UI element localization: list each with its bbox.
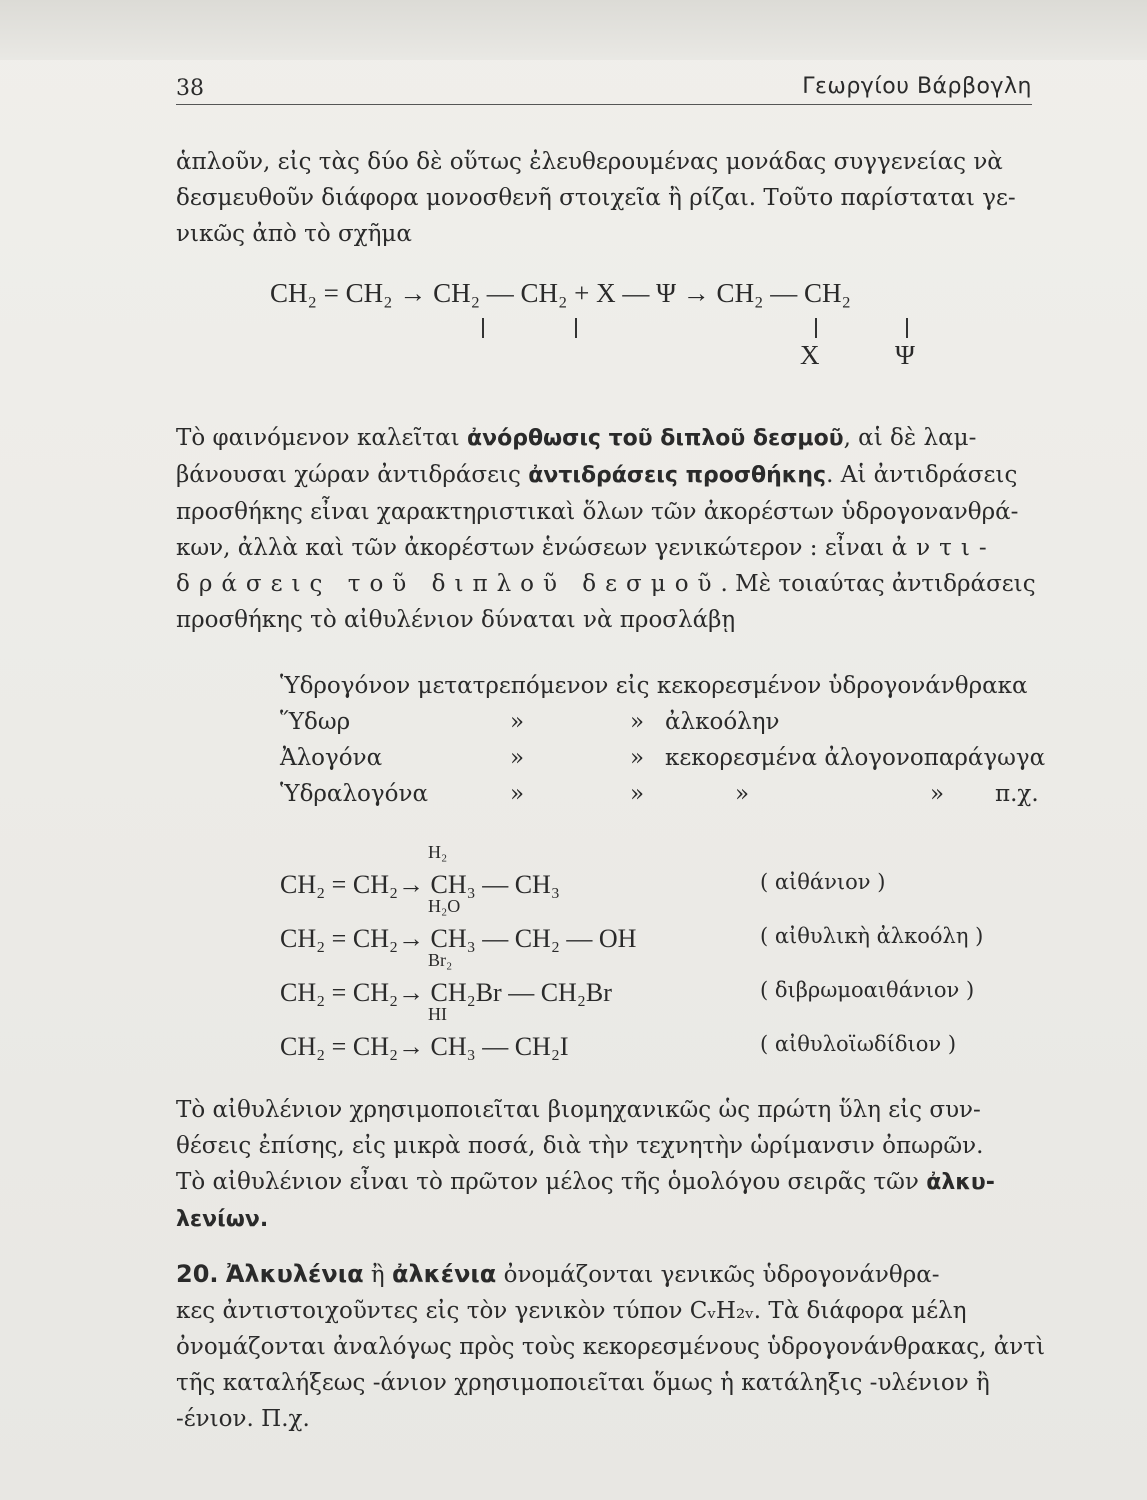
page-header [176, 68, 1032, 105]
text-line: θέσεις ἐπίσης, εἰς μικρὰ ποσά, διὰ τὴν τεχνητὴν ὡρίμανσιν ὀπωρῶν. [176, 1133, 984, 1159]
text-line: Τὸ αἰθυλένιον χρησιμοποιεῖται βιομηχανικῶς ὡς πρώτη ὕλη εἰς συν- [176, 1097, 981, 1123]
ethylene-uses-paragraph [176, 1092, 1034, 1238]
text-line: προσθήκης εἶναι χαρακτηριστικαὶ ὅλων τῶν ἀκορέστων ὑδρογονανθρά- [176, 499, 1019, 525]
reaction-row [280, 950, 1020, 1010]
text-line: κων, ἀλλὰ καὶ τῶν ἀκορέστων ἑνώσεων γενικώτερον : εἶναι ἀντι- [176, 535, 996, 561]
text-line: τῆς καταλήξεως -άνιον χρησιμοποιεῖται ὅμως ἡ κατάληξις -υλένιον ἢ [176, 1370, 990, 1396]
text-line: Τὸ αἰθυλένιον εἶναι τὸ πρῶτον μέλος τῆς ὁμολόγου σειρᾶς τῶν ἀλκυ- [176, 1169, 995, 1195]
reaction-equation: CH₂ = CH₂→ CH₃ — CH₂I [280, 1032, 569, 1061]
text-line: βάνουσαι χώραν ἀντιδράσεις ἀντιδράσεις προσθήκης. Αἱ ἀντιδράσεις [176, 462, 1018, 488]
reaction-row [280, 896, 1020, 956]
ditto-mark: » [735, 781, 750, 807]
term-spaced: δράσεις τοῦ διπλοῦ δεσμοῦ [176, 571, 721, 597]
substituent-x: X [800, 340, 820, 370]
reaction-row [280, 842, 1020, 902]
section-term: Ἀλκυλένια [225, 1260, 364, 1288]
text-line: δεσμευθοῦν διάφορα μονοσθενῆ στοιχεῖα ἢ ρίζαι. Τοῦτο παρίσταται γε- [176, 185, 1016, 211]
list-item: Ὑδρογόνον μετατρεπόμενον εἰς κεκορεσμένον ὑδρογονάνθρακα [280, 673, 1028, 699]
text-line: -ένιον. Π.χ. [176, 1406, 310, 1432]
intro-paragraph [176, 144, 1034, 252]
term-spaced: ἀντι- [891, 535, 996, 561]
text-line: προσθήκης τὸ αἰθυλένιον δύναται νὰ προσλάβῃ [176, 607, 736, 633]
reaction-equation: CH₂ = CH₂→ CH₃ — CH₃ [280, 870, 560, 899]
reaction-row [280, 1004, 1020, 1064]
bond-line [482, 318, 484, 338]
text-line: δράσεις τοῦ διπλοῦ δεσμοῦ. Μὲ τοιαύτας ἀντιδράσεις [176, 571, 1036, 597]
term-bold: ἀνόρθωσις τοῦ διπλοῦ δεσμοῦ [466, 426, 844, 451]
reaction-equation: CH₂ = CH₂→ CH₂Br — CH₂Br [280, 978, 612, 1007]
addition-scheme [270, 278, 990, 378]
reagent-label: Br₂ [428, 950, 453, 970]
bond-line [815, 318, 817, 338]
section-term: ἀλκένια [392, 1260, 497, 1288]
scheme-equation: CH₂ = CH₂ → CH₂ — CH₂ + X — Ψ → CH₂ — CH₂ [270, 278, 851, 308]
product-name: ( αἰθάνιον ) [760, 870, 886, 894]
text-line: Τὸ φαινόμενον καλεῖται ἀνόρθωσις τοῦ διπλοῦ δεσμοῦ, αἱ δὲ λαμ- [176, 425, 977, 451]
text-line: ὀνομάζονται ἀναλόγως πρὸς τοὺς κεκορεσμένους ὑδρογονάνθρακας, ἀντὶ [176, 1334, 1045, 1360]
reaction-equation: CH₂ = CH₂→ CH₃ — CH₂ — OH [280, 924, 637, 953]
term-bold: λενίων. [176, 1207, 269, 1232]
reagent-label: H₂O [428, 896, 461, 916]
text-line: νικῶς ἀπὸ τὸ σχῆμα [176, 221, 412, 247]
text-line: ἁπλοῦν, εἰς τὰς δύο δὲ οὕτως ἐλευθερουμένας μονάδας συγγενείας νὰ [176, 149, 1003, 175]
product-name: ( αἰθυλοϊωδίδιον ) [760, 1032, 957, 1056]
running-head: Γεωργίου Βάρβογλη [802, 74, 1032, 99]
section-20 [176, 1256, 1045, 1437]
term-bold: ἀντιδράσεις προσθήκης [528, 463, 827, 488]
ditto-mark: » [630, 709, 645, 735]
reagent-label: HI [428, 1004, 447, 1024]
bond-line [575, 318, 577, 338]
book-page: 38 Γεωργίου Βάρβογλη ἁπλοῦν, εἰς τὰς δύο δὲ οὕτως ἐλευθερουμένας μονάδας συγγενείας νὰ δεσμευθοῦν διάφορα μονοσθενῆ στοιχεῖα ἢ ρίζαι. Τοῦτο παρίσταται γε- νικῶς ἀπὸ τὸ σχῆμα CH₂ = CH₂ → CH₂ — CH₂ + X — Ψ → CH₂ — CH₂ X Ψ Τὸ φαινόμενον καλεῖται ἀνόρθωσις τοῦ διπλοῦ δεσμοῦ, αἱ δὲ λαμ- βάνουσαι χώραν ἀντιδράσεις ἀντιδράσεις προσθήκης. Αἱ ἀντιδράσεις προσθήκης εἶναι χαρακτηριστικαὶ ὅλων τῶν ἀκορέστων ὑδρογονανθρά- κων, ἀλλὰ καὶ τῶν ἀκορέστων ἑνώσεων γενικώτερον : εἶναι ἀντι- δράσεις τοῦ διπλοῦ δεσμοῦ. Μὲ τοιαύτας ἀντιδράσεις προσθήκης τὸ αἰθυλένιον δύναται νὰ προσλάβῃ Ὑδρογόνον μετατρεπόμενον εἰς κεκορεσμένον ὑδρογονάνθρακα Ὕδωρ » » ἀλκοόλην Ἀλογόνα » » κεκορεσμένα ἀλογονοπαράγωγα Ὑδραλογόνα » » » » π.χ. H₂ CH₂ = CH₂→ CH₃ — CH₃ ( αἰθάνιον ) H₂O CH₂ = CH₂→ CH₃ — CH₂ — OH ( αἰθυλικὴ ἀλκοόλη ) Br₂ CH₂ = CH₂→ CH₂Br — CH₂Br ( διβρωμοαιθάνιον ) HI CH₂ = CH₂→ CH₃ — CH₂I ( αἰθυλοϊωδίδιον ) Τὸ αἰθυλένιον χρησιμοποιεῖται βιομηχανικῶς ὡς πρώτη ὕλη εἰς συν- θέσεις ἐπίσης, εἰς μικρὰ ποσά, διὰ τὴν τεχνητὴν ὡρίμανσιν ὀπωρῶν. Τὸ αἰθυλένιον εἶναι τὸ πρῶτον μέλος τῆς ὁμολόγου σειρᾶς τῶν ἀλκυ- λενίων. 20. Ἀλκυλένια ἢ ἀλκένια ὀνομάζονται γενικῶς ὑδρογονάνθρα- κες ἀντιστοιχοῦντες εἰς τὸν γενικὸν τύπον CᵥH₂ᵥ. Τὰ διάφορα μέλη ὀνομάζονται ἀναλόγως πρὸς τοὺς κεκορεσμένους ὑδρογονάνθρακας, ἀντὶ τῆς καταλήξεως -άνιον χρησιμοποιεῖται ὅμως ἡ κατάληξις -υλένιον ἢ -ένιον. Π.χ. [0, 0, 1147, 1500]
text-line: κες ἀντιστοιχοῦντες εἰς τὸν γενικὸν τύπον CᵥH₂ᵥ. Τὰ διάφορα μέλη [176, 1298, 967, 1324]
ditto-mark: » [510, 745, 525, 771]
product-name: ( αἰθυλικὴ ἀλκοόλη ) [760, 924, 984, 948]
reagent-label: H₂ [428, 842, 448, 862]
bond-line [906, 318, 908, 338]
text-line [176, 1201, 1034, 1238]
product-name: ( διβρωμοαιθάνιον ) [760, 978, 975, 1002]
section-number: 20. [176, 1260, 219, 1288]
ditto-mark: » [510, 781, 525, 807]
previous-page-bleed [0, 0, 1147, 60]
ditto-mark: » [510, 709, 525, 735]
page-number: 38 [176, 76, 204, 101]
substituent-psi: Ψ [895, 340, 915, 370]
ditto-mark: » [630, 745, 645, 771]
section-heading-line: 20. Ἀλκυλένια ἢ ἀλκένια ὀνομάζονται γενικῶς ὑδρογονάνθρα- [176, 1260, 940, 1288]
addition-paragraph [176, 420, 1034, 638]
ditto-mark: » [930, 781, 945, 807]
ditto-mark: » [630, 781, 645, 807]
term-bold: ἀλκυ- [926, 1170, 995, 1195]
